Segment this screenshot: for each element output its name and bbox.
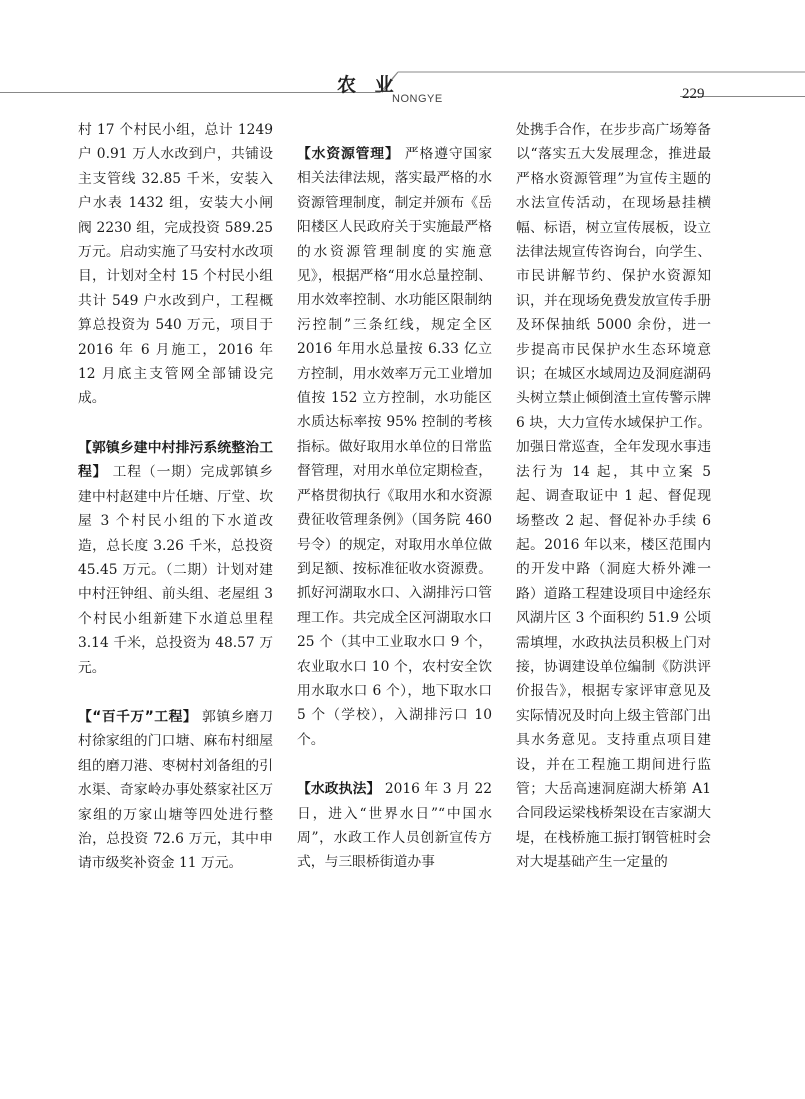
paragraph-body: 工程（一期）完成郭镇乡建中村赵建中片任塘、厅堂、坎屋 3 个村民小组的下水道改造，总长度 3.26 千米，总投资 45.45 万元。（二期）计划对建中村汪钟组、前头组、老屋组 3 个村民小组新建下水道总里程 3.14 千米，总投资为 48.57 万元。 <box>78 464 273 676</box>
section-subtitle: NONGYE <box>392 93 443 105</box>
section-heading: 【水政执法】 <box>297 781 381 798</box>
text-column-1 <box>78 118 273 876</box>
paragraph-body: 2016 年 3 月 22 日，进入“世界水日”“中国水周”，水政工作人员创新宣传方式，与三眼桥街道办事 <box>297 781 493 871</box>
page-header <box>0 0 805 110</box>
section-title: 农 业 <box>337 74 400 96</box>
paragraph: 处携手合作，在步步高广场筹备以“落实五大发展理念，推进最严格水资源管理”为宣传主题的水法宣传活动，在现场悬挂横幅、标语，树立宣传展板，设立法律法规宣传咨询台，向学生、市民讲解节约、保护水资源知识，并在现场免费发放宣传手册及环保抽纸 5000 余份，进一步提高市民保护水生态环境意识；在城区水域周边及洞庭湖码头树立禁止倾倒渣土宣传警示牌 6 块，大力宣传水域保护工作。加强日常巡查，全年发现水事违法行为 14 起，其中立案 5 起、调查取证中 1 起、督促现场整改 2 起、督促补办手续 6 起。2016 年以来，楼区范围内的开发中路（洞庭大桥外滩一路）道路工程建设项目中途经东风湖片区 3 个面积约 51.9 公顷需填埋，水政执法员积极上门对接，协调建设单位编制《防洪评价报告》，根据专家评审意见及实际情况及时向上级主管部门出具水务意见。支持重点项目建设，并在工程施工期间进行监管；大岳高速洞庭湖大桥第 A1 合同段运梁栈桥架设在吉家湖大堤，在栈桥施工振打钢管桩时会对大堤基础产生一定量的 <box>516 122 712 871</box>
paragraph <box>78 705 273 876</box>
text-column-3 <box>516 118 711 875</box>
text-column-2 <box>297 118 492 875</box>
section-heading: 【郭镇乡建中村排污系统整治工程】 <box>78 439 273 481</box>
paragraph: 村 17 个村民小组，总计 1249 户 0.91 万人水改到户，共铺设主支管线 32.85 千米，安装入户水表 1432 组，安装大小闸阀 2230 组，完成投资 589.25 万元。启动实施了马安村水改项目，计划对全村 15 个村民小组共计 549 户水改到户，工程概算总投资为 540 万元，项目于 2016 年 6 月施工，2016 年 12 月底主支管网全部铺设完成。 <box>78 122 273 407</box>
section-heading: 【“百千万”工程】 <box>78 708 198 725</box>
paragraph-body: 严格遵守国家相关法律法规，落实最严格的水资源管理制度，制定并颁布《岳阳楼区人民政府关于实施最严格的水资源管理制度的实施意见》，根据严格“用水总量控制、用水效率控制、水功能区限制纳污控制”三条红线，规定全区 2016 年用水总量按 6.33 亿立方控制，用水效率万元工业增加值按 152 立方控制，水功能区水质达标率按 95% 控制的考核指标。做好取用水单位的日常监督管理，对用水单位定期检查，严格贯彻执行《取用水和水资源费征收管理条例》（国务院 460 号令）的规定，对取用水单位做到足额、按标准征收水资源费。抓好河湖取水口、入湖排污口管理工作。共完成全区河湖取水口 25 个（其中工业取水口 9 个，农业取水口 10 个，农村安全饮用水取水口 6 个），地下取水口 5 个（学校），入湖排污口 10 个。 <box>297 146 492 748</box>
paragraph <box>78 436 273 680</box>
paragraph <box>297 777 492 875</box>
paragraph-body: 郭镇乡磨刀村徐家组的门口塘、麻布村细屋组的磨刀港、枣树村刘备组的引水渠、奇家岭办事处蔡家社区万家组的万家山塘等四处进行整治，总投资 72.6 万元，其中申请市级奖补资金 11 万元。 <box>78 708 273 872</box>
page-number: 229 <box>682 86 705 102</box>
section-heading: 【水资源管理】 <box>297 146 400 162</box>
paragraph <box>297 142 492 752</box>
